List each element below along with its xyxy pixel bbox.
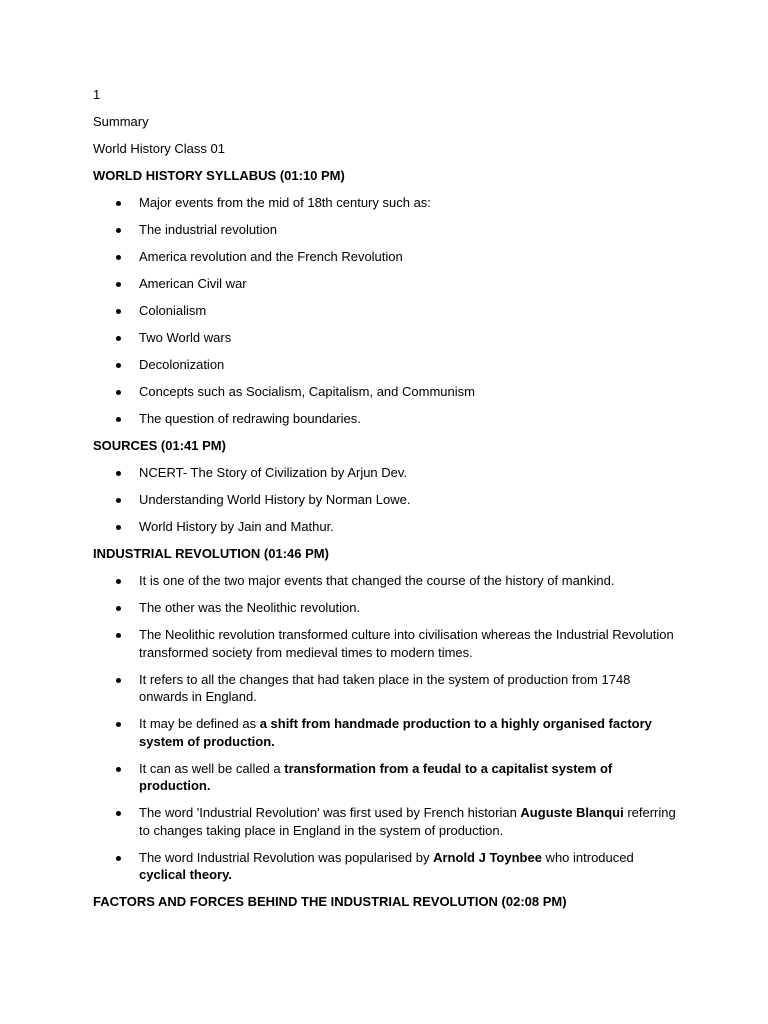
bullet-icon xyxy=(116,606,121,611)
list-item-text: who introduced xyxy=(541,849,634,865)
bullet-icon xyxy=(116,255,121,260)
list-item xyxy=(93,849,683,884)
syllabus-list xyxy=(93,194,683,428)
list-item xyxy=(93,221,683,239)
list-item xyxy=(93,626,683,661)
syllabus-heading: WORLD HISTORY SYLLABUS (01:10 PM) xyxy=(93,168,345,183)
list-item xyxy=(93,715,683,750)
bullet-icon xyxy=(116,309,121,314)
bullet-icon xyxy=(116,417,121,422)
list-item-text: It may be defined as xyxy=(139,716,260,731)
list-item-text: Colonialism xyxy=(139,303,207,318)
list-item xyxy=(93,464,683,482)
list-item-text: The Neolithic revolution transformed culture into civilisation whereas the Industrial Revolution transformed society from medieval times to modern times. xyxy=(139,627,674,660)
bullet-icon xyxy=(116,201,121,206)
list-item xyxy=(93,356,683,374)
list-item-text: Major events from the mid of 18th century such as: xyxy=(139,195,431,210)
bullet-icon xyxy=(116,722,121,727)
bullet-icon xyxy=(116,228,121,233)
list-item xyxy=(93,275,683,293)
bullet-icon xyxy=(116,390,121,395)
list-item-text: It can as well be called a xyxy=(139,760,285,776)
factors-heading: FACTORS AND FORCES BEHIND THE INDUSTRIAL REVOLUTION (02:08 PM) xyxy=(93,894,567,909)
list-item xyxy=(93,383,683,401)
document-body xyxy=(93,86,683,920)
list-item xyxy=(93,248,683,266)
emphasis-text: transformation from a feudal to a capitalist system of production. xyxy=(139,760,613,793)
industrial-revolution-heading: INDUSTRIAL REVOLUTION (01:46 PM) xyxy=(93,546,329,561)
bullet-icon xyxy=(116,633,121,638)
list-item-text: America revolution and the French Revolution xyxy=(139,249,403,264)
bullet-icon xyxy=(116,471,121,476)
class-title: World History Class 01 xyxy=(93,141,225,156)
list-item-text: Two World wars xyxy=(139,330,232,345)
list-item-text: The word 'Industrial Revolution' was first used by French historian xyxy=(139,805,521,820)
list-item-text: It refers to all the changes that had taken place in the system of production from 1748 onwards in England. xyxy=(139,671,631,704)
emphasis-text: a shift from handmade production to a highly organised factory system of production. xyxy=(139,716,652,749)
list-item xyxy=(93,302,683,320)
bullet-icon xyxy=(116,678,121,683)
summary-label: Summary xyxy=(93,114,149,129)
list-item-text: The word Industrial Revolution was popularised by xyxy=(139,849,434,865)
list-item xyxy=(93,572,683,590)
bullet-icon xyxy=(116,282,121,287)
historian-name: Arnold J Toynbee xyxy=(433,849,542,865)
list-item-text: The other was the Neolithic revolution. xyxy=(139,600,361,615)
list-item-text: NCERT- The Story of Civilization by Arjun Dev. xyxy=(139,465,408,480)
bullet-icon xyxy=(116,856,121,861)
bullet-icon xyxy=(116,498,121,503)
list-item xyxy=(93,491,683,509)
bullet-icon xyxy=(116,336,121,341)
list-item xyxy=(93,760,683,795)
emphasis-text: cyclical theory. xyxy=(139,867,232,882)
list-item xyxy=(93,518,683,536)
list-item-text: World History by Jain and Mathur. xyxy=(139,519,334,534)
list-item-text: The industrial revolution xyxy=(139,222,278,237)
list-item xyxy=(93,804,683,839)
list-item xyxy=(93,599,683,617)
list-item xyxy=(93,329,683,347)
list-item-text: It is one of the two major events that changed the course of the history of mankind. xyxy=(139,573,615,588)
list-item-text: Decolonization xyxy=(139,357,225,372)
industrial-revolution-list xyxy=(93,572,683,884)
bullet-icon xyxy=(116,363,121,368)
sources-list xyxy=(93,464,683,536)
list-item-text: referring to changes taking place in England in the system of production. xyxy=(139,805,676,838)
sources-heading: SOURCES (01:41 PM) xyxy=(93,438,226,453)
page-number: 1 xyxy=(93,87,101,102)
list-item xyxy=(93,671,683,706)
list-item xyxy=(93,410,683,428)
bullet-icon xyxy=(116,767,121,772)
list-item-text: Concepts such as Socialism, Capitalism, and Communism xyxy=(139,384,475,399)
historian-name: Auguste Blanqui xyxy=(520,805,624,820)
list-item-text: Understanding World History by Norman Lowe. xyxy=(139,492,411,507)
bullet-icon xyxy=(116,525,121,530)
bullet-icon xyxy=(116,811,121,816)
bullet-icon xyxy=(116,579,121,584)
list-item-text: The question of redrawing boundaries. xyxy=(139,411,361,426)
list-item-text: American Civil war xyxy=(139,276,247,291)
list-item xyxy=(93,194,683,212)
